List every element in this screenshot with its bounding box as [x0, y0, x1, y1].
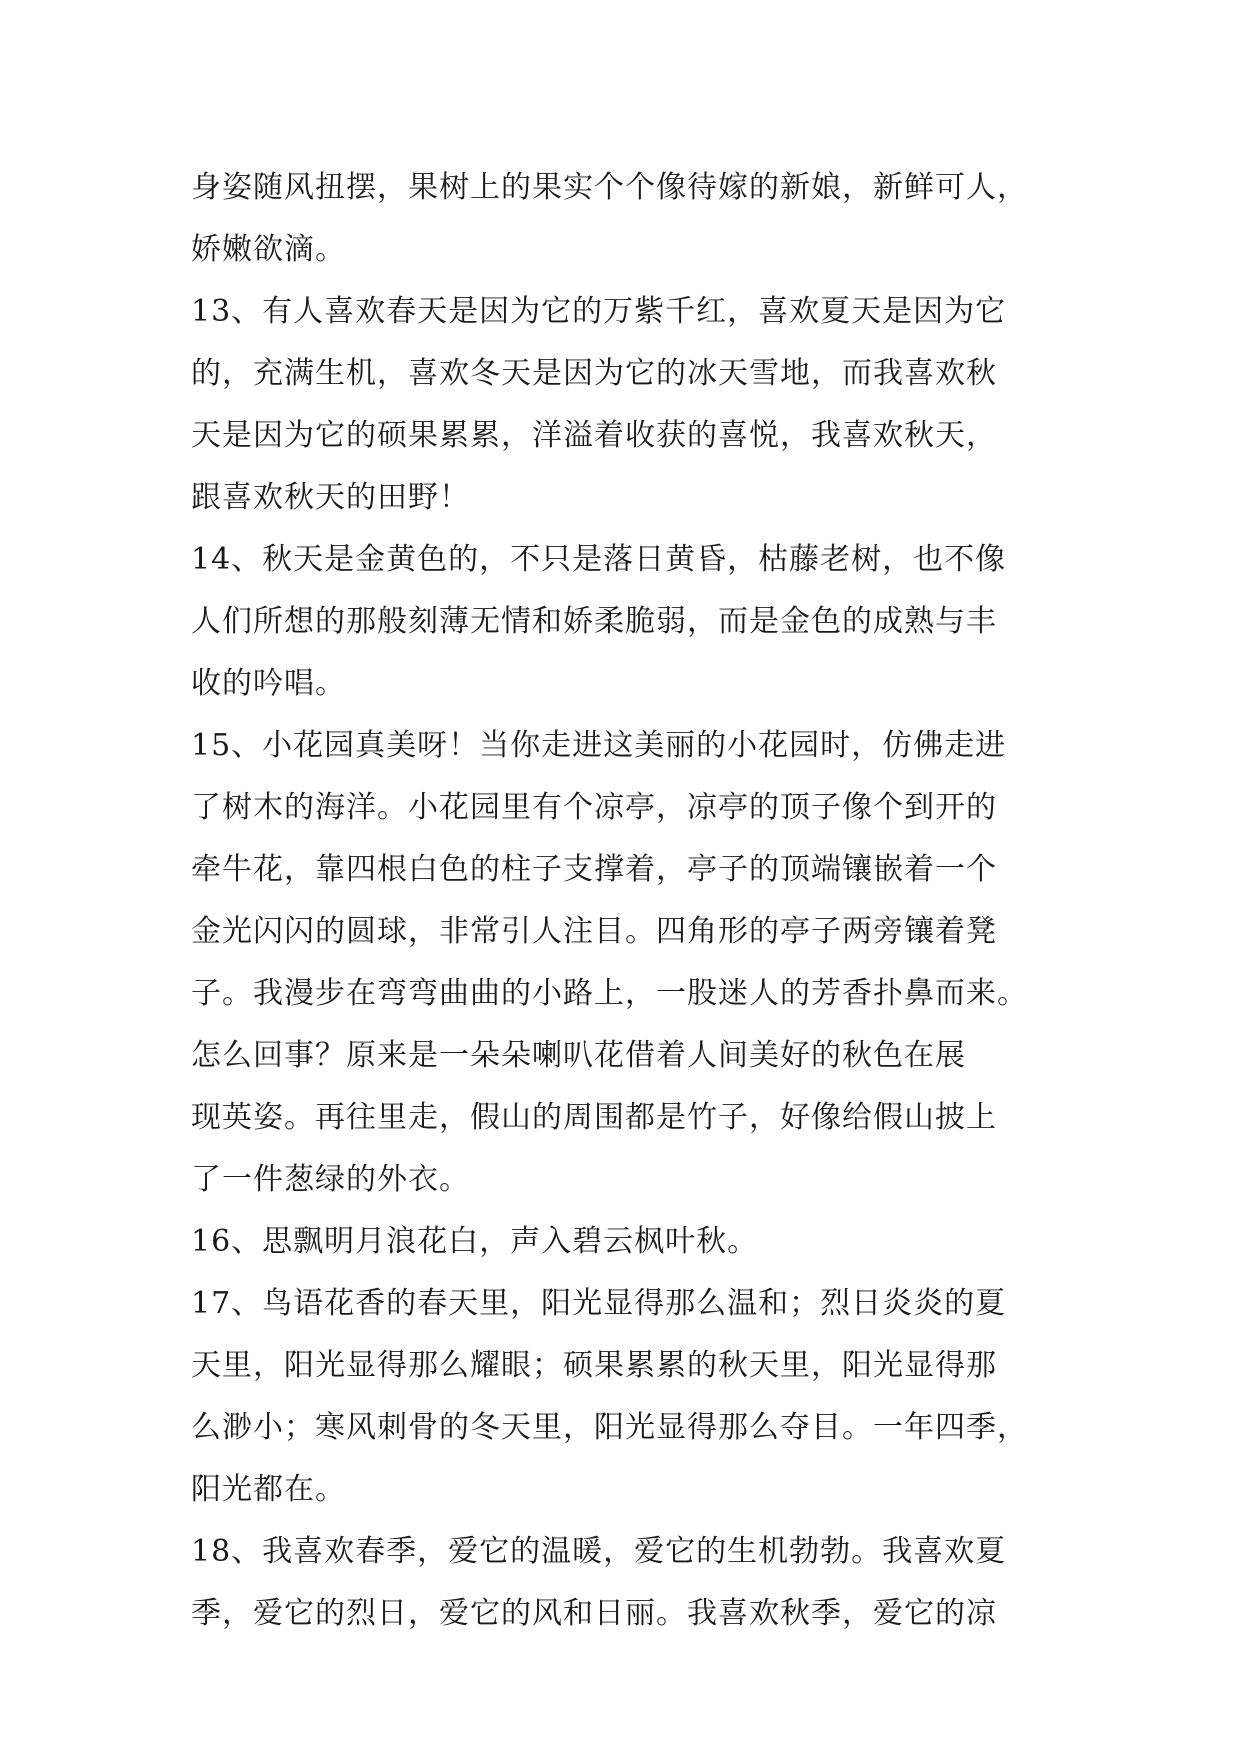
text-line: 15、小花园真美呀！当你走进这美丽的小花园时，仿佛走进	[191, 728, 1007, 763]
text-line: 收的吟唱。	[191, 666, 346, 701]
text-line: 金光闪闪的圆球，非常引人注目。四角形的亭子两旁镶着凳	[191, 914, 997, 949]
text-line: 阳光都在。	[191, 1472, 346, 1507]
text-line: 身姿随风扭摆，果树上的果实个个像待嫁的新娘，新鲜可人，	[191, 170, 1028, 205]
text-line: 17、鸟语花香的春天里，阳光显得那么温和；烈日炎炎的夏	[191, 1286, 1007, 1321]
text-line: 天是因为它的硕果累累，洋溢着收获的喜悦，我喜欢秋天，	[191, 418, 997, 453]
text-line: 人们所想的那般刻薄无情和娇柔脆弱，而是金色的成熟与丰	[191, 604, 997, 639]
text-line: 14、秋天是金黄色的，不只是落日黄昏，枯藤老树，也不像	[191, 542, 1007, 577]
text-line: 怎么回事？原来是一朵朵喇叭花借着人间美好的秋色在展	[191, 1038, 966, 1073]
text-line: 现英姿。再往里走，假山的周围都是竹子，好像给假山披上	[191, 1100, 997, 1135]
text-line: 子。我漫步在弯弯曲曲的小路上，一股迷人的芳香扑鼻而来。	[191, 976, 1028, 1011]
text-line: 天里，阳光显得那么耀眼；硕果累累的秋天里，阳光显得那	[191, 1348, 997, 1383]
text-line: 13、有人喜欢春天是因为它的万紫千红，喜欢夏天是因为它	[191, 294, 1007, 329]
document-body	[191, 157, 1061, 1645]
text-line: 16、思飘明月浪花白，声入碧云枫叶秋。	[191, 1224, 759, 1259]
text-line: 跟喜欢秋天的田野！	[191, 480, 470, 515]
text-line: 娇嫩欲滴。	[191, 232, 346, 267]
text-line: 了一件葱绿的外衣。	[191, 1162, 470, 1197]
text-line: 么渺小；寒风刺骨的冬天里，阳光显得那么夺目。一年四季，	[191, 1410, 1028, 1445]
text-line: 18、我喜欢春季，爱它的温暖，爱它的生机勃勃。我喜欢夏	[191, 1534, 1007, 1569]
text-line: 了树木的海洋。小花园里有个凉亭，凉亭的顶子像个到开的	[191, 790, 997, 825]
text-line: 牵牛花，靠四根白色的柱子支撑着，亭子的顶端镶嵌着一个	[191, 852, 997, 887]
text-line: 的，充满生机，喜欢冬天是因为它的冰天雪地，而我喜欢秋	[191, 356, 997, 391]
text-line: 季，爱它的烈日，爱它的风和日丽。我喜欢秋季，爱它的凉	[191, 1596, 997, 1631]
